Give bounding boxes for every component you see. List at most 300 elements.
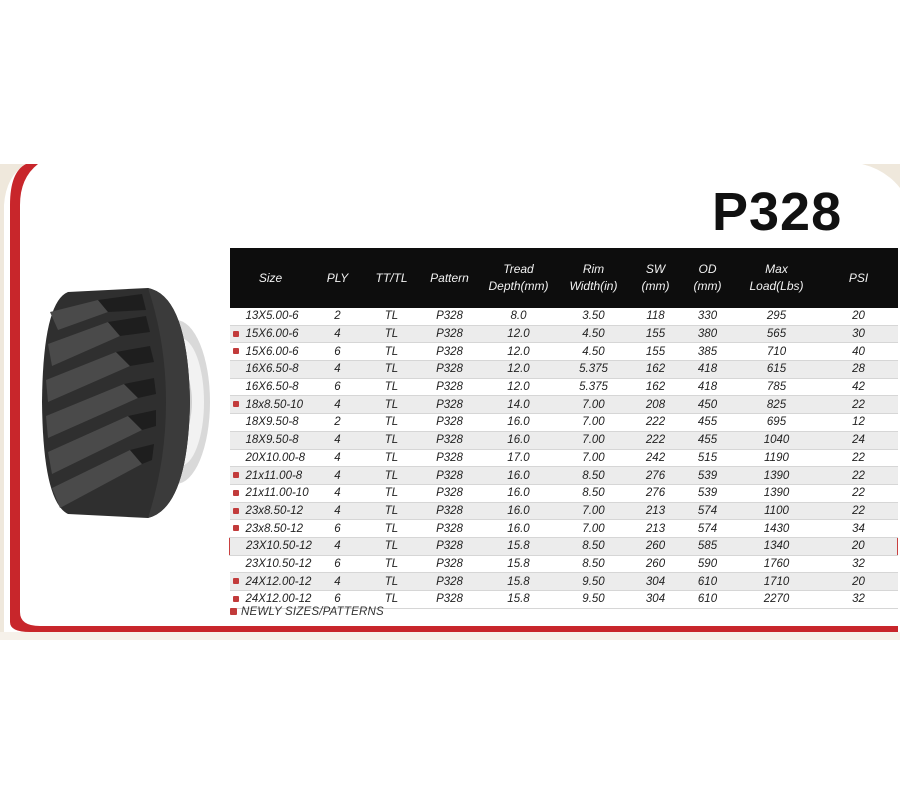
cell-value: P328 (436, 345, 463, 358)
cell-value: 8.50 (582, 487, 605, 500)
cell-value: 418 (697, 363, 718, 376)
cell-value: TL (384, 575, 399, 588)
table-cell (734, 308, 820, 325)
cell-value: 276 (645, 469, 666, 482)
table-cell (480, 484, 558, 502)
table-cell (230, 308, 312, 325)
cell-value: TL (384, 504, 399, 517)
cell-value: P328 (436, 310, 463, 323)
cell-value: 1340 (763, 540, 790, 553)
table-cell (682, 308, 734, 325)
table-cell (734, 361, 820, 379)
cell-value: 4 (334, 469, 341, 482)
cell-value: 8.50 (582, 469, 605, 482)
cell-value: 1040 (763, 434, 790, 447)
cell-value: TL (384, 557, 399, 570)
cell-value: 16.0 (507, 522, 530, 535)
cell-value: 22 (852, 504, 865, 517)
column-header-label: TT/TL (375, 270, 408, 285)
table-cell (364, 378, 420, 396)
table-cell (230, 396, 312, 414)
column-header-label: PSI (848, 270, 869, 285)
table-cell (820, 414, 898, 432)
cell-value: 242 (645, 451, 666, 464)
new-marker-icon (233, 490, 239, 496)
table-cell (480, 414, 558, 432)
table-cell (734, 378, 820, 396)
cell-value: 24X12.00-12 (245, 575, 312, 588)
cell-value: 3.50 (582, 310, 605, 323)
table-cell (682, 467, 734, 485)
table-cell (364, 431, 420, 449)
table-cell (312, 573, 364, 591)
table-cell (558, 343, 630, 361)
column-header (682, 248, 734, 308)
column-header (312, 248, 364, 308)
table-cell (630, 467, 682, 485)
table-cell (420, 325, 480, 343)
tire-icon (38, 282, 213, 522)
cell-value: 40 (852, 345, 865, 358)
table-cell (480, 591, 558, 609)
table-cell (480, 520, 558, 538)
table-cell (230, 467, 312, 485)
column-header (480, 248, 558, 308)
table-cell (480, 449, 558, 467)
table-cell (734, 484, 820, 502)
cell-value: P328 (436, 398, 463, 411)
cell-value: P328 (436, 328, 463, 341)
cell-value: 260 (645, 540, 666, 553)
table-cell (230, 555, 312, 573)
cell-value: 208 (645, 398, 666, 411)
spec-table (229, 248, 898, 609)
cell-value: 24X12.00-12 (245, 593, 312, 606)
product-title: P328 (712, 182, 843, 242)
cell-value: 23X10.50-12 (246, 540, 312, 553)
table-cell (230, 378, 312, 396)
table-cell (364, 414, 420, 432)
cell-value: 1390 (763, 469, 790, 482)
cell-value: 16X6.50-8 (245, 381, 299, 394)
cell-value: 4 (334, 487, 341, 500)
table-cell (820, 573, 898, 591)
table-cell (230, 484, 312, 502)
cell-value: 8.0 (510, 310, 527, 323)
cell-value: 162 (645, 363, 666, 376)
table-cell (734, 449, 820, 467)
cell-value: TL (384, 469, 399, 482)
cell-value: 22 (852, 469, 865, 482)
table-cell (734, 467, 820, 485)
cell-value: 574 (697, 504, 718, 517)
column-header (558, 248, 630, 308)
cell-value: P328 (436, 487, 463, 500)
column-header-label: Rim (582, 262, 605, 276)
table-cell (420, 396, 480, 414)
new-marker-icon (233, 525, 239, 531)
cell-value: 17.0 (507, 451, 530, 464)
cell-value: 6 (334, 381, 341, 394)
table-cell (682, 361, 734, 379)
cell-value: 1430 (763, 522, 790, 535)
cell-value: P328 (436, 504, 463, 517)
table-cell (312, 325, 364, 343)
table-cell (820, 467, 898, 485)
table-cell (364, 467, 420, 485)
cell-value: 2 (334, 416, 341, 429)
cell-value: TL (384, 451, 399, 464)
cell-value: 574 (697, 522, 718, 535)
table-cell (364, 308, 420, 325)
cell-value: 2270 (763, 593, 790, 606)
table-cell (480, 308, 558, 325)
cell-value: 34 (852, 522, 865, 535)
column-header (364, 248, 420, 308)
cell-value: 18X9.50-8 (245, 416, 299, 429)
table-cell (312, 308, 364, 325)
table-cell (312, 467, 364, 485)
table-cell (364, 573, 420, 591)
table-row (230, 502, 898, 520)
table-cell (420, 520, 480, 538)
table-row (230, 378, 898, 396)
table-row (230, 555, 898, 573)
cell-value: 20 (852, 575, 865, 588)
cell-value: 276 (645, 487, 666, 500)
table-row (230, 325, 898, 343)
cell-value: 222 (645, 434, 666, 447)
table-cell (558, 484, 630, 502)
column-header-label: Pattern (430, 270, 469, 285)
table-cell (734, 343, 820, 361)
cell-value: 455 (697, 416, 718, 429)
cell-value: 4 (334, 398, 341, 411)
cell-value: P328 (436, 363, 463, 376)
column-header-unit: Load(Lbs) (749, 279, 804, 293)
cell-value: 16.0 (507, 434, 530, 447)
cell-value: 24 (852, 434, 865, 447)
cell-value: 1100 (764, 504, 789, 517)
cell-value: 12.0 (507, 381, 530, 394)
column-header (630, 248, 682, 308)
table-cell (480, 502, 558, 520)
table-cell (420, 343, 480, 361)
column-header (230, 248, 312, 308)
new-marker-icon (233, 472, 239, 478)
new-marker-icon (233, 508, 239, 514)
table-cell (820, 396, 898, 414)
column-header (420, 248, 480, 308)
new-marker-icon (233, 348, 239, 354)
column-header-label: Max (765, 262, 788, 276)
cell-value: 515 (697, 451, 718, 464)
table-cell (420, 555, 480, 573)
cell-value: 590 (697, 557, 718, 570)
table-cell (420, 414, 480, 432)
table-row (230, 414, 898, 432)
table-cell (364, 325, 420, 343)
table-cell (734, 537, 820, 555)
column-header-unit: Depth(mm) (488, 279, 549, 293)
cell-value: 22 (852, 451, 865, 464)
cell-value: 12.0 (507, 363, 530, 376)
cell-value: TL (384, 363, 399, 376)
cell-value: 7.00 (582, 504, 605, 517)
table-cell (734, 555, 820, 573)
table-cell (312, 502, 364, 520)
table-row (230, 308, 898, 325)
table-cell (558, 431, 630, 449)
cell-value: 162 (645, 381, 666, 394)
table-cell (230, 449, 312, 467)
cell-value: 155 (645, 345, 666, 358)
cell-value: P328 (436, 557, 463, 570)
cell-value: P328 (436, 381, 463, 394)
cell-value: 32 (852, 593, 865, 606)
table-cell (558, 520, 630, 538)
cell-value: 2 (334, 310, 341, 323)
cell-value: 4 (334, 451, 341, 464)
table-cell (364, 343, 420, 361)
table-cell (312, 378, 364, 396)
table-cell (420, 378, 480, 396)
table-cell (230, 361, 312, 379)
cell-value: 23x8.50-12 (245, 522, 304, 535)
cell-value: TL (384, 345, 399, 358)
table-cell (420, 591, 480, 609)
column-header (734, 248, 820, 308)
column-header-label: OD (698, 262, 717, 276)
table-cell (312, 361, 364, 379)
table-cell (230, 502, 312, 520)
cell-value: P328 (436, 434, 463, 447)
cell-value: 330 (697, 310, 718, 323)
table-row (230, 467, 898, 485)
table-row (230, 449, 898, 467)
table-cell (364, 520, 420, 538)
table-row (230, 361, 898, 379)
cell-value: 20 (852, 310, 865, 323)
cell-value: 539 (697, 487, 718, 500)
table-cell (682, 396, 734, 414)
table-cell (420, 502, 480, 520)
cell-value: P328 (436, 451, 463, 464)
table-cell (734, 431, 820, 449)
table-cell (820, 591, 898, 609)
table-cell (480, 378, 558, 396)
table-cell (682, 573, 734, 591)
cell-value: 695 (766, 416, 787, 429)
cell-value: 22 (852, 398, 865, 411)
cell-value: 260 (645, 557, 666, 570)
table-cell (420, 431, 480, 449)
table-cell (682, 343, 734, 361)
table-cell (480, 431, 558, 449)
cell-value: 6 (334, 593, 341, 606)
table-cell (682, 484, 734, 502)
footnote-text: NEWLY SIZES/PATTERNS (241, 606, 384, 618)
table-cell (682, 502, 734, 520)
table-cell (630, 484, 682, 502)
cell-value: 21x11.00-10 (245, 487, 309, 500)
table-cell (820, 520, 898, 538)
cell-value: 6 (334, 522, 341, 535)
cell-value: 7.00 (582, 522, 605, 535)
table-cell (558, 308, 630, 325)
cell-value: 9.50 (582, 593, 605, 606)
cell-value: 18x8.50-10 (245, 398, 304, 411)
cell-value: 1710 (763, 575, 790, 588)
cell-value: 118 (646, 310, 665, 323)
table-cell (820, 431, 898, 449)
table-cell (312, 484, 364, 502)
table-cell (682, 378, 734, 396)
cell-value: 539 (697, 469, 718, 482)
table-cell (230, 343, 312, 361)
cell-value: 7.00 (582, 416, 605, 429)
cell-value: 4 (334, 328, 341, 341)
table-row (230, 573, 898, 591)
table-cell (820, 555, 898, 573)
cell-value: 213 (645, 522, 666, 535)
cell-value: 6 (334, 557, 341, 570)
table-row (230, 343, 898, 361)
column-header (820, 248, 898, 308)
table-cell (312, 537, 364, 555)
table-cell (734, 520, 820, 538)
cell-value: TL (384, 398, 399, 411)
table-cell (480, 537, 558, 555)
table-cell (682, 449, 734, 467)
table-cell (312, 449, 364, 467)
table-cell (630, 502, 682, 520)
table-cell (734, 325, 820, 343)
cell-value: 15X6.00-6 (245, 345, 299, 358)
cell-value: 13X5.00-6 (245, 310, 299, 323)
table-cell (558, 361, 630, 379)
table-cell (630, 431, 682, 449)
table-cell (558, 396, 630, 414)
cell-value: 16X6.50-8 (245, 363, 299, 376)
cell-value: 21x11.00-8 (245, 469, 303, 482)
cell-value: 155 (645, 328, 666, 341)
cell-value: 565 (766, 328, 787, 341)
table-cell (682, 555, 734, 573)
table-cell (420, 537, 480, 555)
cell-value: 418 (697, 381, 718, 394)
table-cell (734, 591, 820, 609)
table-cell (558, 502, 630, 520)
table-cell (558, 537, 630, 555)
table-cell (230, 414, 312, 432)
table-cell (420, 484, 480, 502)
table-cell (420, 467, 480, 485)
table-cell (630, 414, 682, 432)
cell-value: 14.0 (507, 398, 530, 411)
table-cell (558, 573, 630, 591)
cell-value: P328 (436, 469, 463, 482)
cell-value: TL (384, 434, 399, 447)
cell-value: 615 (766, 363, 787, 376)
table-cell (734, 414, 820, 432)
spec-table-body (230, 308, 898, 608)
column-header-unit: (mm) (693, 279, 722, 293)
cell-value: 18X9.50-8 (245, 434, 299, 447)
table-cell (820, 325, 898, 343)
table-cell (630, 573, 682, 591)
table-row (230, 537, 898, 555)
table-row (230, 431, 898, 449)
table-cell (480, 467, 558, 485)
cell-value: 22 (852, 487, 865, 500)
column-header-label: Size (258, 270, 283, 285)
new-marker-icon (233, 401, 239, 407)
cell-value: 295 (766, 310, 787, 323)
cell-value: 16.0 (507, 416, 530, 429)
cell-value: P328 (436, 540, 463, 553)
table-cell (480, 555, 558, 573)
cell-value: 4 (334, 540, 341, 553)
cell-value: P328 (436, 522, 463, 535)
table-cell (682, 520, 734, 538)
cell-value: 1760 (763, 557, 790, 570)
table-cell (734, 396, 820, 414)
cell-value: 23X10.50-12 (245, 557, 312, 570)
table-cell (820, 378, 898, 396)
cell-value: 1190 (764, 451, 789, 464)
table-row (230, 396, 898, 414)
new-marker-icon (230, 608, 237, 615)
table-cell (480, 396, 558, 414)
cell-value: 7.00 (582, 434, 605, 447)
table-cell (480, 573, 558, 591)
new-marker-icon (233, 578, 239, 584)
table-cell (420, 308, 480, 325)
table-cell (558, 325, 630, 343)
cell-value: 610 (697, 575, 718, 588)
cell-value: 16.0 (507, 487, 530, 500)
table-cell (682, 414, 734, 432)
cell-value: TL (384, 416, 399, 429)
cell-value: 4 (334, 434, 341, 447)
cell-value: TL (384, 522, 399, 535)
table-cell (558, 467, 630, 485)
table-cell (820, 361, 898, 379)
table-cell (230, 431, 312, 449)
table-cell (364, 537, 420, 555)
table-cell (558, 414, 630, 432)
cell-value: 7.00 (582, 451, 605, 464)
cell-value: 12.0 (507, 328, 530, 341)
table-cell (364, 361, 420, 379)
table-cell (420, 573, 480, 591)
column-header-label: Tread (503, 262, 534, 276)
column-header-unit: Width(in) (569, 279, 618, 293)
cell-value: TL (384, 310, 399, 323)
cell-value: 4 (334, 504, 341, 517)
cell-value: 710 (766, 345, 787, 358)
cell-value: 15.8 (507, 575, 530, 588)
table-cell (558, 378, 630, 396)
table-cell (734, 502, 820, 520)
table-cell (682, 591, 734, 609)
table-cell (734, 573, 820, 591)
cell-value: 23x8.50-12 (245, 504, 304, 517)
table-cell (230, 537, 312, 555)
cell-value: TL (384, 328, 399, 341)
table-cell (364, 502, 420, 520)
